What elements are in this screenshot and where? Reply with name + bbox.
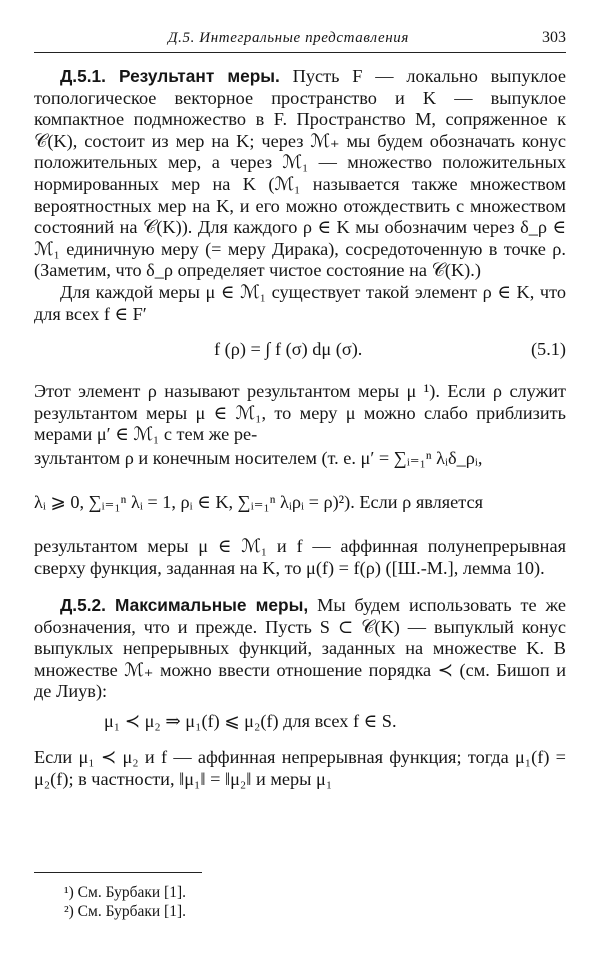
page-header: [34, 28, 566, 53]
equation-expression: f (ρ) = ∫ f (σ) dμ (σ).: [214, 339, 363, 360]
footnote-rule: [34, 872, 202, 873]
footnote: ²) См. Бурбаки [1].: [64, 903, 187, 920]
section-heading-d51: Д.5.1. Результант меры.: [60, 66, 280, 86]
paragraph-text: результантом меры μ ∈ ℳ₁ и f — аффинная полунепрерывная сверху функция, заданная на K, то μ(f) = f(ρ) ([Ш.-М.], лемма 10).: [34, 535, 566, 578]
math-line: [34, 492, 566, 536]
math-text: λᵢ ⩾ 0, ∑ᵢ₌₁ⁿ λᵢ = 1, ρᵢ ∈ K, ∑ᵢ₌₁ⁿ λᵢρᵢ = ρ)²). Если ρ является: [34, 491, 484, 512]
page-body: [34, 66, 566, 790]
paragraph-text: Для каждой меры μ ∈ ℳ₁ существует такой элемент ρ ∈ K, что для всех f ∈ F′: [34, 281, 566, 324]
footnote: ¹) См. Бурбаки [1].: [64, 884, 187, 901]
running-title: Д.5. Интегральные представления: [168, 30, 409, 46]
inline-math-block: [34, 448, 566, 536]
paragraph-d52: [34, 595, 566, 703]
equation-5-1: [34, 335, 566, 363]
math-text: зультантом ρ и конечным носителем (т. е. μ′ = ∑ᵢ₌₁ⁿ λᵢδ_ρᵢ,: [34, 447, 483, 468]
math-line: [34, 448, 566, 492]
page-number: 303: [542, 29, 566, 46]
footnotes: [34, 872, 566, 921]
equation-number: (5.1): [530, 339, 566, 360]
paragraph-text: Мы будем использовать те же обозначения, что и прежде. Пусть S ⊂ 𝒞(K) — выпуклый конус выпуклых непрерывных функций, заданных на множестве K. В множестве ℳ₊ можно ввести отношение порядка ≺ (см. Бишоп и де Лиув):: [34, 595, 567, 702]
paragraph-text: Этот элемент ρ называют результантом меры μ ¹). Если ρ служит результантом меры μ ∈ ℳ₁, то меру μ можно слабо приблизить мерами μ′ ∈ ℳ₁ с тем же ре-: [34, 381, 566, 445]
paragraph-text: Если μ₁ ≺ μ₂ и f — аффинная непрерывная функция; тогда μ₁(f) = μ₂(f); в частности, ‖μ₁‖ = ‖μ₂‖ и меры μ₁: [34, 747, 566, 789]
order-relation-formula: [34, 709, 566, 733]
formula-expression: μ₁ ≺ μ₂ ⇒ μ₁(f) ⩽ μ₂(f) для всех f ∈ S.: [104, 711, 397, 732]
paragraph-text: Пусть F — локально выпуклое топологическое векторное пространство и K — выпуклое компактное подмножество в F. Пространство M, сопряженное к 𝒞(K), состоит из мер на K; через ℳ₊ мы будем обозначать конус положительных мер, а через ℳ₁ — множество положительных нормированных мер на K (ℳ₁ называется также множеством вероятностных мер на K, и его можно отождествить с множеством состояний на 𝒞(K)). Для каждого ρ ∈ K мы обозначим через δ_ρ ∈ ℳ₁ единичную меру (= меру Дирака), сосредоточенную в точке ρ. (Заметим, что δ_ρ определяет чистое состояние на 𝒞(K).): [34, 66, 566, 281]
paragraph-d51: [34, 66, 566, 282]
section-heading-d52: Д.5.2. Максимальные меры,: [60, 595, 309, 616]
